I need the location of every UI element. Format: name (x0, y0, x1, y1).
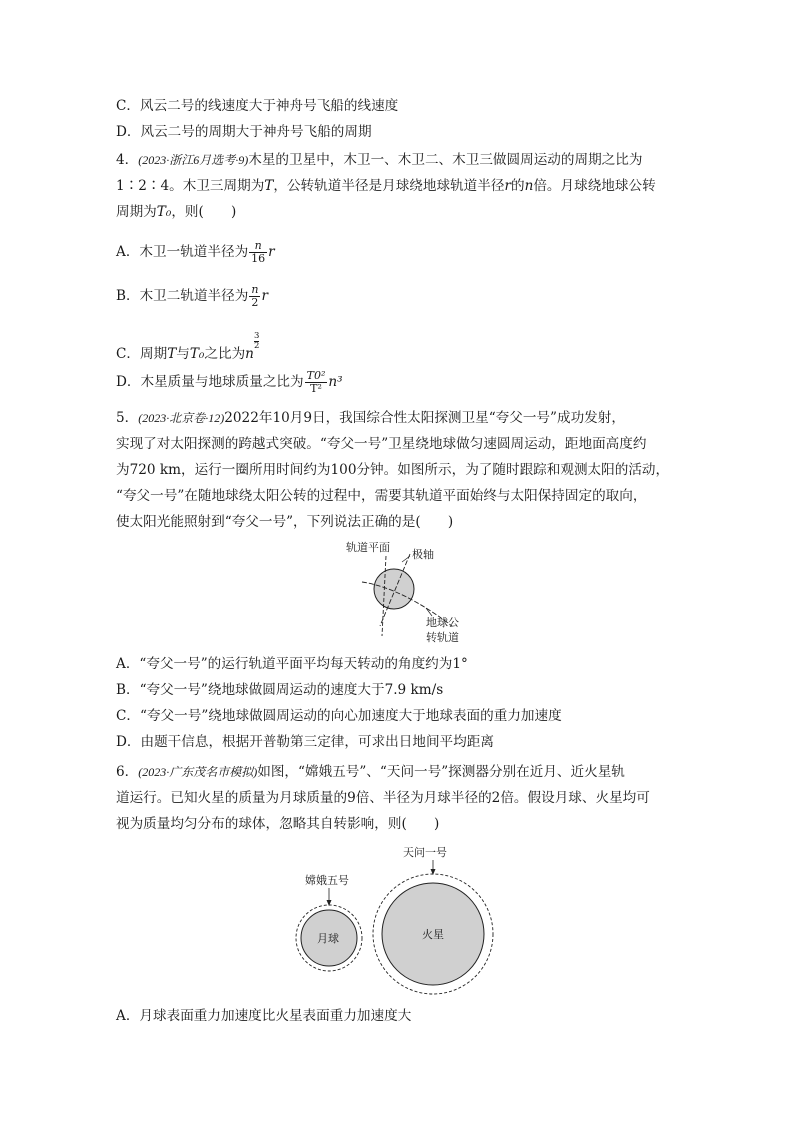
q4-option-d-text: D．木星质量与地球质量之比为 (116, 374, 304, 390)
q4-option-c-exponent (254, 332, 259, 351)
q4-text: 与 (176, 346, 190, 362)
q4-stem-line-1 (116, 150, 642, 170)
fraction-denominator: 2 (249, 296, 260, 309)
q4-option-d-fraction (305, 370, 328, 395)
q5-stem-line-2: 实现了对太阳探测的跨越式突破。“夸父一号”卫星绕地球做匀速圆周运动，距地面高度约 (116, 436, 647, 452)
q6-stem-line-2: 道运行。已知火星的质量为月球质量的9倍、半径为月球半径的2倍。假设月球、火星均可 (116, 790, 650, 806)
q5-source: (2023·北京卷·12) (138, 411, 225, 425)
q4-text: ，则( ) (171, 204, 237, 220)
q5-stem-line-3: 为720 km，运行一圈所用时间约为100分钟。如图所示，为了随时跟踪和观测太阳的活动， (116, 462, 670, 478)
q4-var-T0: T₀ (189, 346, 205, 362)
q4-option-c (116, 332, 259, 364)
q5-number: 5． (116, 410, 139, 426)
q4-option-b-text: B．木卫二轨道半径为 (116, 288, 249, 304)
q4-option-b-fraction (249, 284, 260, 309)
q4-number: 4． (116, 152, 139, 168)
leader-line (402, 556, 410, 562)
label-mars: 火星 (422, 928, 444, 941)
q4-text: 周期为 (116, 204, 157, 220)
q5-option-d: D．由题干信息，根据开普勒第三定律，可求出日地间平均距离 (116, 734, 494, 750)
q4-var-n-cubed: n³ (328, 374, 343, 390)
q4-text: ，公转轨道半径是月球绕地球轨道半径 (273, 178, 505, 194)
fraction-denominator: T² (305, 382, 328, 395)
q4-stem-text: 木星的卫星中，木卫一、木卫二、木卫三做圆周运动的周期之比为 (248, 152, 643, 168)
q3-option-d: D．风云二号的周期大于神舟号飞船的周期 (116, 124, 372, 140)
q4-option-b (116, 284, 268, 309)
q4-option-d (116, 370, 343, 395)
q4-option-a-text: A．木卫一轨道半径为 (116, 244, 249, 260)
q4-stem-line-2 (116, 176, 656, 196)
q4-source: (2023·浙江6月选考·9) (138, 153, 249, 167)
q6-stem-line-3: 视为质量均匀分布的球体，忽略其自转影响，则( ) (116, 816, 440, 832)
exponent-numerator: 3 (253, 331, 260, 341)
q3-option-c: C．风云二号的线速度大于神舟号飞船的线速度 (116, 98, 399, 114)
q4-var-T: T (264, 178, 274, 194)
q5-option-c: C．“夸父一号”绕地球做圆周运动的向心加速度大于地球表面的重力加速度 (116, 708, 562, 724)
q4-option-c-text: C．周期 (116, 346, 168, 362)
q4-text: 倍。月球绕地球公转 (533, 178, 656, 194)
q4-var-n: n (245, 346, 254, 362)
q6-stem-line-1 (116, 762, 625, 782)
q4-var-T: T (167, 346, 177, 362)
q4-stem-line-3 (116, 202, 236, 222)
q5-stem-text: 2022年10月9日，我国综合性太阳探测卫星“夸父一号”成功发射， (224, 410, 625, 426)
fraction-numerator: n (251, 283, 259, 296)
q5-earth-orbit-figure (340, 540, 470, 646)
q4-option-a-fraction (249, 240, 267, 265)
label-moon: 月球 (317, 932, 339, 945)
q4-var-r: r (261, 288, 268, 304)
q6-moon-mars-figure (285, 842, 515, 998)
q5-stem-line-1 (116, 408, 625, 428)
q5-stem-line-4: “夸父一号”在随地球绕太阳公转的过程中，需要其轨道平面始终与太阳保持固定的取向， (116, 488, 647, 504)
q4-ratio-text: 1∶2∶4。木卫三周期为 (116, 178, 265, 194)
label-tianwen1: 天问一号 (403, 846, 447, 859)
q6-source: (2023·广东茂名市模拟) (138, 765, 258, 779)
q4-var-r: r (504, 178, 511, 194)
exponent-denominator: 2 (253, 341, 260, 351)
label-polar-axis: 极轴 (412, 548, 434, 561)
q6-number: 6． (116, 764, 139, 780)
q5-option-b: B．“夸父一号”绕地球做圆周运动的速度大于7.9 km/s (116, 682, 444, 698)
q4-var-r: r (268, 244, 275, 260)
fraction-denominator: 16 (251, 252, 266, 265)
label-orbit-plane: 轨道平面 (346, 541, 390, 554)
q6-option-a: A．月球表面重力加速度比火星表面重力加速度大 (116, 1008, 412, 1024)
q5-option-a: A．“夸父一号”的运行轨道平面平均每天转动的角度约为1° (116, 656, 468, 672)
q4-text: 之比为 (204, 346, 246, 362)
label-change5: 嫦娥五号 (305, 874, 349, 887)
earth-icon (374, 569, 414, 609)
fraction-numerator: T0² (306, 369, 326, 382)
q4-option-a (116, 240, 275, 265)
q4-text: 的 (510, 178, 525, 194)
label-earth-orbit-line1: 地球公 (426, 616, 459, 629)
label-earth-orbit-line2: 转轨道 (426, 631, 459, 644)
q6-stem-text: 如图，“嫦娥五号”、“天问一号”探测器分别在近月、近火星轨 (257, 764, 625, 780)
q5-stem-line-5: 使太阳光能照射到“夸父一号”，下列说法正确的是( ) (116, 514, 454, 530)
q4-var-n: n (524, 178, 534, 194)
leader-line (426, 608, 432, 616)
fraction-numerator: n (254, 239, 262, 252)
q4-var-T0: T₀ (156, 204, 172, 220)
